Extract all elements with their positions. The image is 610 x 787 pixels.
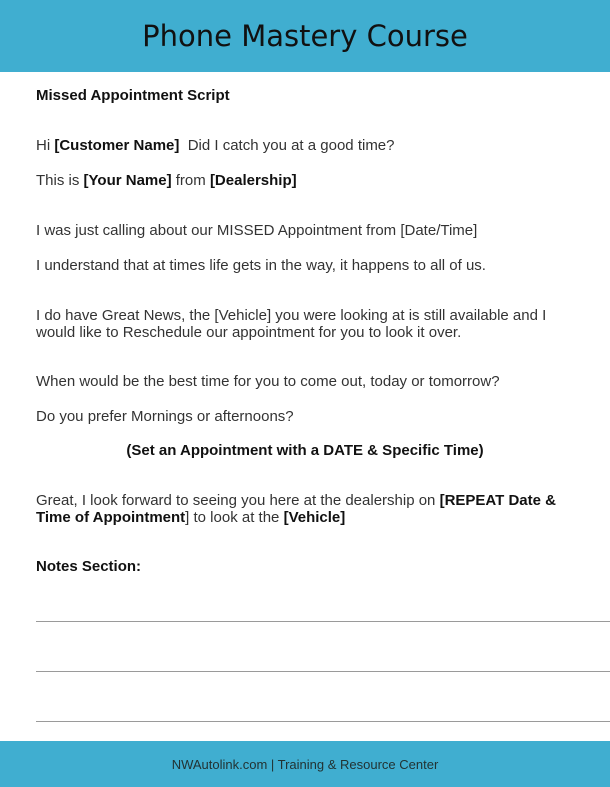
notes-line[interactable] (36, 721, 610, 722)
notes-heading: Notes Section: (36, 558, 142, 575)
repeat-date-placeholder: [REPEAT Date & Time of Appointment (36, 492, 556, 526)
footer-text: NWAutolink.com | Training & Resource Center (171, 756, 439, 772)
news-paragraph: I do have Great News, the [Vehicle] you were looking at is still available and I would like to Reschedule our appointment for you to look it over. (36, 307, 547, 341)
missed-line: I was just calling about our MISSED Appointment from [Date/Time] (36, 222, 478, 239)
dealership-placeholder: [Dealership] (209, 172, 297, 189)
closing-start: Great, I look forward to seeing you here at the dealership on (36, 492, 440, 509)
intro-this-is: This is (36, 172, 84, 189)
prefer-line: Do you prefer Mornings or afternoons? (36, 408, 294, 425)
closing-paragraph (36, 492, 581, 526)
page-header (0, 0, 610, 72)
notes-line[interactable] (36, 621, 610, 622)
intro-from: from (171, 172, 210, 189)
script-heading: Missed Appointment Script (36, 87, 230, 104)
greeting-line (36, 137, 581, 154)
understand-line: I understand that at times life gets in the way, it happens to all of us. (36, 257, 486, 274)
intro-line (36, 172, 581, 189)
set-appointment-instruction: (Set an Appointment with a DATE & Specific Time) (126, 442, 484, 459)
vehicle-placeholder: [Vehicle] (283, 509, 346, 526)
closing-middle: ] to look at the (185, 509, 284, 526)
when-line: When would be the best time for you to come out, today or tomorrow? (36, 373, 500, 390)
notes-line[interactable] (36, 671, 610, 672)
your-name-placeholder: [Your Name] (83, 172, 172, 189)
customer-name-placeholder: [Customer Name] (54, 137, 180, 154)
page-title: Phone Mastery Course (142, 19, 468, 53)
greeting-question: Did I catch you at a good time? (179, 137, 395, 154)
page-footer (0, 741, 610, 787)
greeting-hi: Hi (36, 137, 55, 154)
